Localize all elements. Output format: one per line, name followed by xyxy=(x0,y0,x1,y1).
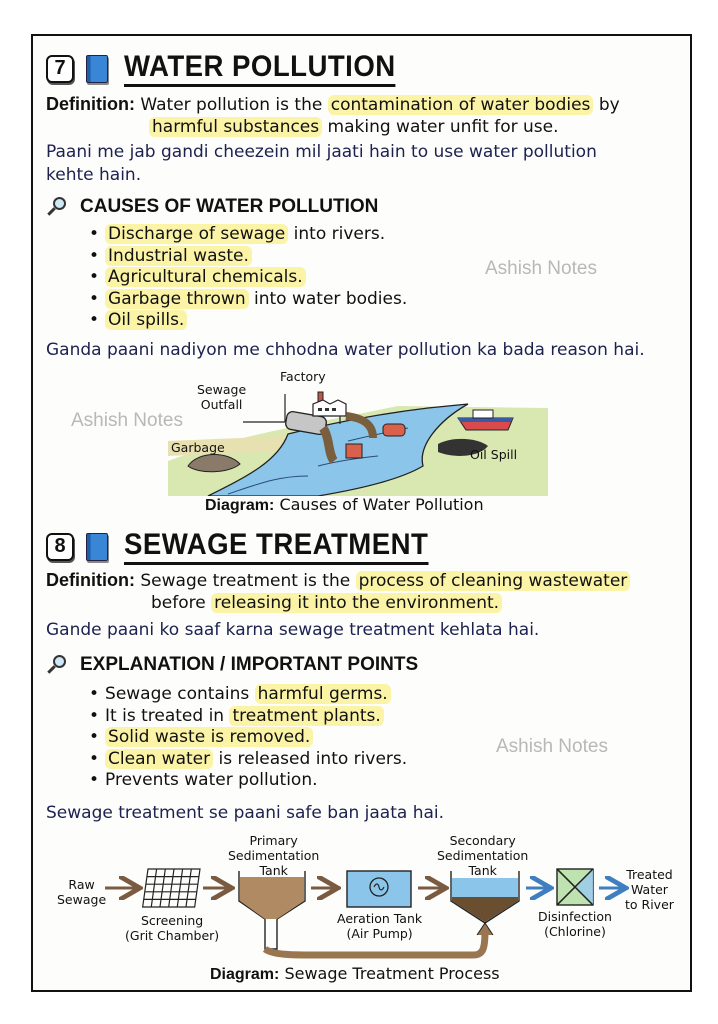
definition-line-2 xyxy=(149,116,559,138)
label-screening: Screening (Grit Chamber) xyxy=(125,913,220,943)
definition-line-2 xyxy=(151,592,502,614)
list-item: • Discharge of sewage into rivers. xyxy=(89,224,407,246)
definition-text: Sewage treatment is the xyxy=(140,571,351,591)
list-item: • Sewage contains harmful germs. xyxy=(89,684,407,706)
definition-line-1 xyxy=(46,93,620,116)
hinglish-line: Gande paani ko saaf karna sewage treatment kehlata hai. xyxy=(46,620,540,640)
highlighted-text: harmful substances xyxy=(149,117,322,137)
section-number-badge: 7 xyxy=(46,55,74,83)
points-list xyxy=(89,684,407,792)
definition-text: making water unfit for use. xyxy=(327,117,559,137)
book-icon xyxy=(86,55,108,83)
hinglish-line: kehte hain. xyxy=(46,165,142,185)
section-title: SEWAGE TREATMENT xyxy=(124,528,428,565)
highlighted-text: contamination of water bodies xyxy=(328,95,594,115)
list-item: • It is treated in treatment plants. xyxy=(89,706,407,728)
section-number-badge: 8 xyxy=(46,533,74,561)
label-aeration-tank: Aeration Tank (Air Pump) xyxy=(337,911,423,941)
list-item: • Clean water is released into rivers. xyxy=(89,749,407,771)
list-item: • Agricultural chemicals. xyxy=(89,267,407,289)
label-secondary-sedimentation: Secondary Sedimentation Tank xyxy=(437,833,529,878)
label-disinfection: Disinfection (Chlorine) xyxy=(538,909,612,939)
label-treated-water: Treated Water to River xyxy=(625,867,674,912)
definition-label: Definition: xyxy=(46,570,135,590)
list-item: • Industrial waste. xyxy=(89,246,407,268)
section-title: WATER POLLUTION xyxy=(124,50,396,87)
section-7-header xyxy=(46,50,419,87)
definition-label: Definition: xyxy=(46,94,135,114)
diagram-caption: Diagram: Sewage Treatment Process xyxy=(210,964,500,983)
definition-text: by xyxy=(598,95,620,115)
list-item: • Oil spills. xyxy=(89,310,407,332)
highlighted-text: process of cleaning wastewater xyxy=(356,571,631,591)
hinglish-line: Paani me jab gandi cheezein mil jaati hain to use water pollution xyxy=(46,142,597,162)
definition-line-1 xyxy=(46,569,630,592)
causes-heading xyxy=(46,196,378,218)
list-item: • Solid waste is removed. xyxy=(89,727,407,749)
diagram-caption: Diagram: Causes of Water Pollution xyxy=(205,495,484,514)
subheading-text: EXPLANATION / IMPORTANT POINTS xyxy=(80,654,419,675)
watermark: Ashish Notes xyxy=(496,736,608,757)
causes-list xyxy=(89,224,407,332)
label-factory: Factory xyxy=(280,369,326,384)
definition-text: Water pollution is the xyxy=(140,95,323,115)
definition-text: before xyxy=(151,593,206,613)
magnifier-icon xyxy=(46,196,68,218)
watermark: Ashish Notes xyxy=(71,410,183,431)
list-item: • Garbage thrown into water bodies. xyxy=(89,289,407,311)
magnifier-icon xyxy=(46,654,68,676)
hinglish-summary: Sewage treatment se paani safe ban jaata hai. xyxy=(46,803,445,823)
hinglish-summary: Ganda paani nadiyon me chhodna water pollution ka bada reason hai. xyxy=(46,340,645,360)
watermark: Ashish Notes xyxy=(485,258,597,279)
notes-page xyxy=(31,34,692,992)
label-garbage: Garbage xyxy=(171,440,225,455)
label-oil-spill: Oil Spill xyxy=(470,447,518,462)
highlighted-text: releasing it into the environment. xyxy=(211,593,502,613)
label-sewage-outfall: Sewage Outfall xyxy=(197,382,247,412)
subheading-text: CAUSES OF WATER POLLUTION xyxy=(80,196,379,217)
label-primary-sedimentation: Primary Sedimentation Tank xyxy=(228,833,320,878)
points-heading xyxy=(46,654,418,676)
list-item: • Prevents water pollution. xyxy=(89,770,407,792)
label-raw-sewage: Raw Sewage xyxy=(57,877,107,907)
section-8-header xyxy=(46,528,455,565)
book-icon xyxy=(86,533,108,561)
